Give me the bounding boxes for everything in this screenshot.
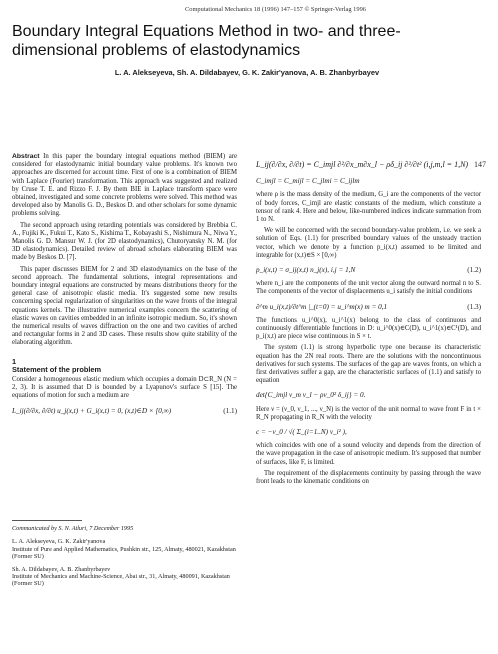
equation-1-3-number: (1.3) <box>467 302 481 311</box>
equation-1-1 <box>12 407 237 415</box>
equation-wave-velocity <box>256 428 481 436</box>
equation-operator-L <box>256 161 481 169</box>
abstract-paragraph-2: The second approach using retarding potentials was considered by Brebbia C. A., Fujiki K., Fukui T., Kato S., Kishima T., Kobayashi S., Nishimura N., Niwa Y., Manolis G. D. Mansur W. J. (for 2D elastodynamics), Chutoryansky N. M. (for 3D elastodynamics). Detailed review of abroad scholars elaborating BIEM was made by Beskos D. [7]. <box>12 221 237 262</box>
right-paragraph-7: which coincides with one of a sound velocity and depends from the direction of the wave propagation in the case of anisotropic medium. It's supposed that number of surfaces, like F, is limited. <box>256 442 481 466</box>
page-number: 147 <box>474 160 486 169</box>
abstract-paragraph-3: This paper discusses BIEM for 2 and 3D elastodynamics on the base of the second approach. The fundamental solutions, integral representations and boundary integral equations are constructed by means distributions theory for the general case of anisotropic elastic media. It's suggested some new results concerning special regularization of singularities on the wave fronts of the integral equations kernels. The illustrative numerical examples concern the scattering of elastic waves on cavities embedded in an infinite isotropic medium. So, it's shown the numerical results of waves diffraction on the one and two cavities of arched and rectangular forms in 2 and 3D cases. These results show quite stability of the elaborating algorithm. <box>12 265 237 347</box>
journal-header: Computational Mechanics 18 (1996) 147–157 © Springer-Verlag 1996 <box>185 6 366 13</box>
equation-1-3-body: ∂^m u_i(x,t)/∂t^m |_(t=0) = u_i^m(x) m = 0,1 <box>256 302 388 311</box>
footnote-rule <box>12 520 82 521</box>
equation-1-2 <box>256 266 481 274</box>
equation-1-1-number: (1.1) <box>223 406 237 415</box>
paper-title: Boundary Integral Equations Method in two- and three-dimensional problems of elastodynamics <box>12 23 401 59</box>
right-column <box>256 153 481 489</box>
equation-symmetry-C-body: C_imjl = C_mijl = C_jlmi = C_ijlm <box>256 177 360 186</box>
section-title: Statement of the problem <box>12 364 102 374</box>
equation-wave-velocity-body: c = −ν_0 / √( Σ_(i=1..N) ν_i² ), <box>256 428 347 437</box>
section-number: 1 <box>12 356 17 366</box>
equation-characteristic-det <box>256 391 481 399</box>
affiliation-2 <box>12 566 237 588</box>
right-paragraph-3: where n_i are the components of the unit vector along the outward normal n to S. The components of the vector of displacements u_i satisfy the initial conditions <box>256 280 481 296</box>
equation-1-2-body: p_i(x,t) = σ_ij(x,t) n_j(x), i,j = 1,N <box>256 266 356 275</box>
affiliation-1-institute: Institute of Pure and Applied Mathematics, Pushkin str., 125, Almaty, 480021, Kazakhstan (Former SU) <box>12 545 236 561</box>
right-paragraph-5: The system (1.1) is strong hyperbolic type one because its characteristic equation has the 2N real roots. There are the solutions with the noncontinuous derivatives for such systems. The surfaces of the gap are waves fronts, on which a first derivatives suffer a gap, are the characteristic surfaces of (1.1) and satisfy to equation <box>256 344 481 385</box>
communicated-by: Communicated by S. N. Atluri, 7 December 1995 <box>12 525 134 532</box>
abstract-text-1: In this paper the boundary integral equations method (BIEM) are considered for elastodynamic initial boundary value problems. It's known two approaches are discerned for account time. First of one is a combination of BIEM with Laplace (Fourier) transformation. This approach was suggested and realized by Cruse T. E. and Rizzo F. J. By them BIE in Laplace transform space were obtained, investigated and some concrete problems were solved. This method was developed also by Manolis G. D., Beskos D. and other scholars for some dynamic problems solving. <box>12 153 238 218</box>
right-paragraph-1: where ρ is the mass density of the medium, G_i are the components of the vector of body forces, C_imjl are elastic constants of the medium, which constitute a tensor of rank 4. Here and below, like-numbered indices indicate summation from 1 to N. <box>256 191 481 224</box>
affiliation-2-names: Sh. A. Dildabayev, A. B. Zhanbyrbayev <box>12 565 111 573</box>
equation-symmetry-C <box>256 177 481 185</box>
right-paragraph-6: Here ν = (ν_0, ν_1, ..., ν_N) is the vector of the unit normal to wave front F in t × R_N propagating in R_N with the velocity <box>256 405 481 421</box>
equation-1-1-body: L_ij(∂/∂x, ∂/∂t) u_j(x,t) + G_i(x,t) = 0, (x,t)∈D × [0,∞) <box>12 406 172 415</box>
abstract-label: Abstract <box>12 153 40 160</box>
equation-operator-L-body: L_ij(∂/∂x, ∂/∂t) = C_imjl ∂²/∂x_m∂x_l − ρδ_ij ∂²/∂t² (i,j,m,l = 1,N) <box>256 160 469 169</box>
right-paragraph-2: We will be concerned with the second boundary-value problem, i.e. we seek a solution of Eqs. (1.1) for prescribed boundary values of the unsteady traction vector, which we denote by a function p_i(x,t) assumed to be limited and integrable for (x,t)∈S × [0,∞) <box>256 227 481 259</box>
affiliation-1-names: L. A. Alekseyeva, G. K. Zakir'yanova <box>12 538 106 546</box>
right-paragraph-8: The requirement of the displacements continuity by passing through the wave front leads to the kinematic conditions on <box>256 469 481 486</box>
left-column <box>12 153 237 421</box>
footnote-block <box>12 520 237 593</box>
author-list: L. A. Alekseyeva, Sh. A. Dildabayev, G. K. Zakir'yanova, A. B. Zhanbyrbayev <box>114 68 380 77</box>
equation-1-3 <box>256 303 481 311</box>
equation-1-2-number: (1.2) <box>467 266 481 275</box>
affiliation-1 <box>12 538 237 560</box>
affiliation-2-institute: Institute of Mechanics and Machine-Science, Abai str., 31, Almaty, 480091, Kazakhstan (Former SU) <box>12 573 230 588</box>
equation-characteristic-det-body: det{C_imjl ν_m ν_l − ρν_0² δ_ij} = 0. <box>256 391 366 400</box>
abstract-paragraph-1 <box>12 153 237 219</box>
section-paragraph-1: Consider a homogeneous elastic medium which occupies a domain D⊂R_N (N = 2, 3). It is assumed that D is bounded by a Lyapunov's surface S [15]. The equations of motion for such a medium are <box>12 376 237 400</box>
right-paragraph-4: The functions u_i^0(x), u_i^1(x) belong to the class of continuous and continuously differentiable functions in D: u_i^0(x)∈C(D), u_i^1(x)∈C¹(D), and p_i(x,t) are piece wise continuous in S × t. <box>256 316 481 341</box>
